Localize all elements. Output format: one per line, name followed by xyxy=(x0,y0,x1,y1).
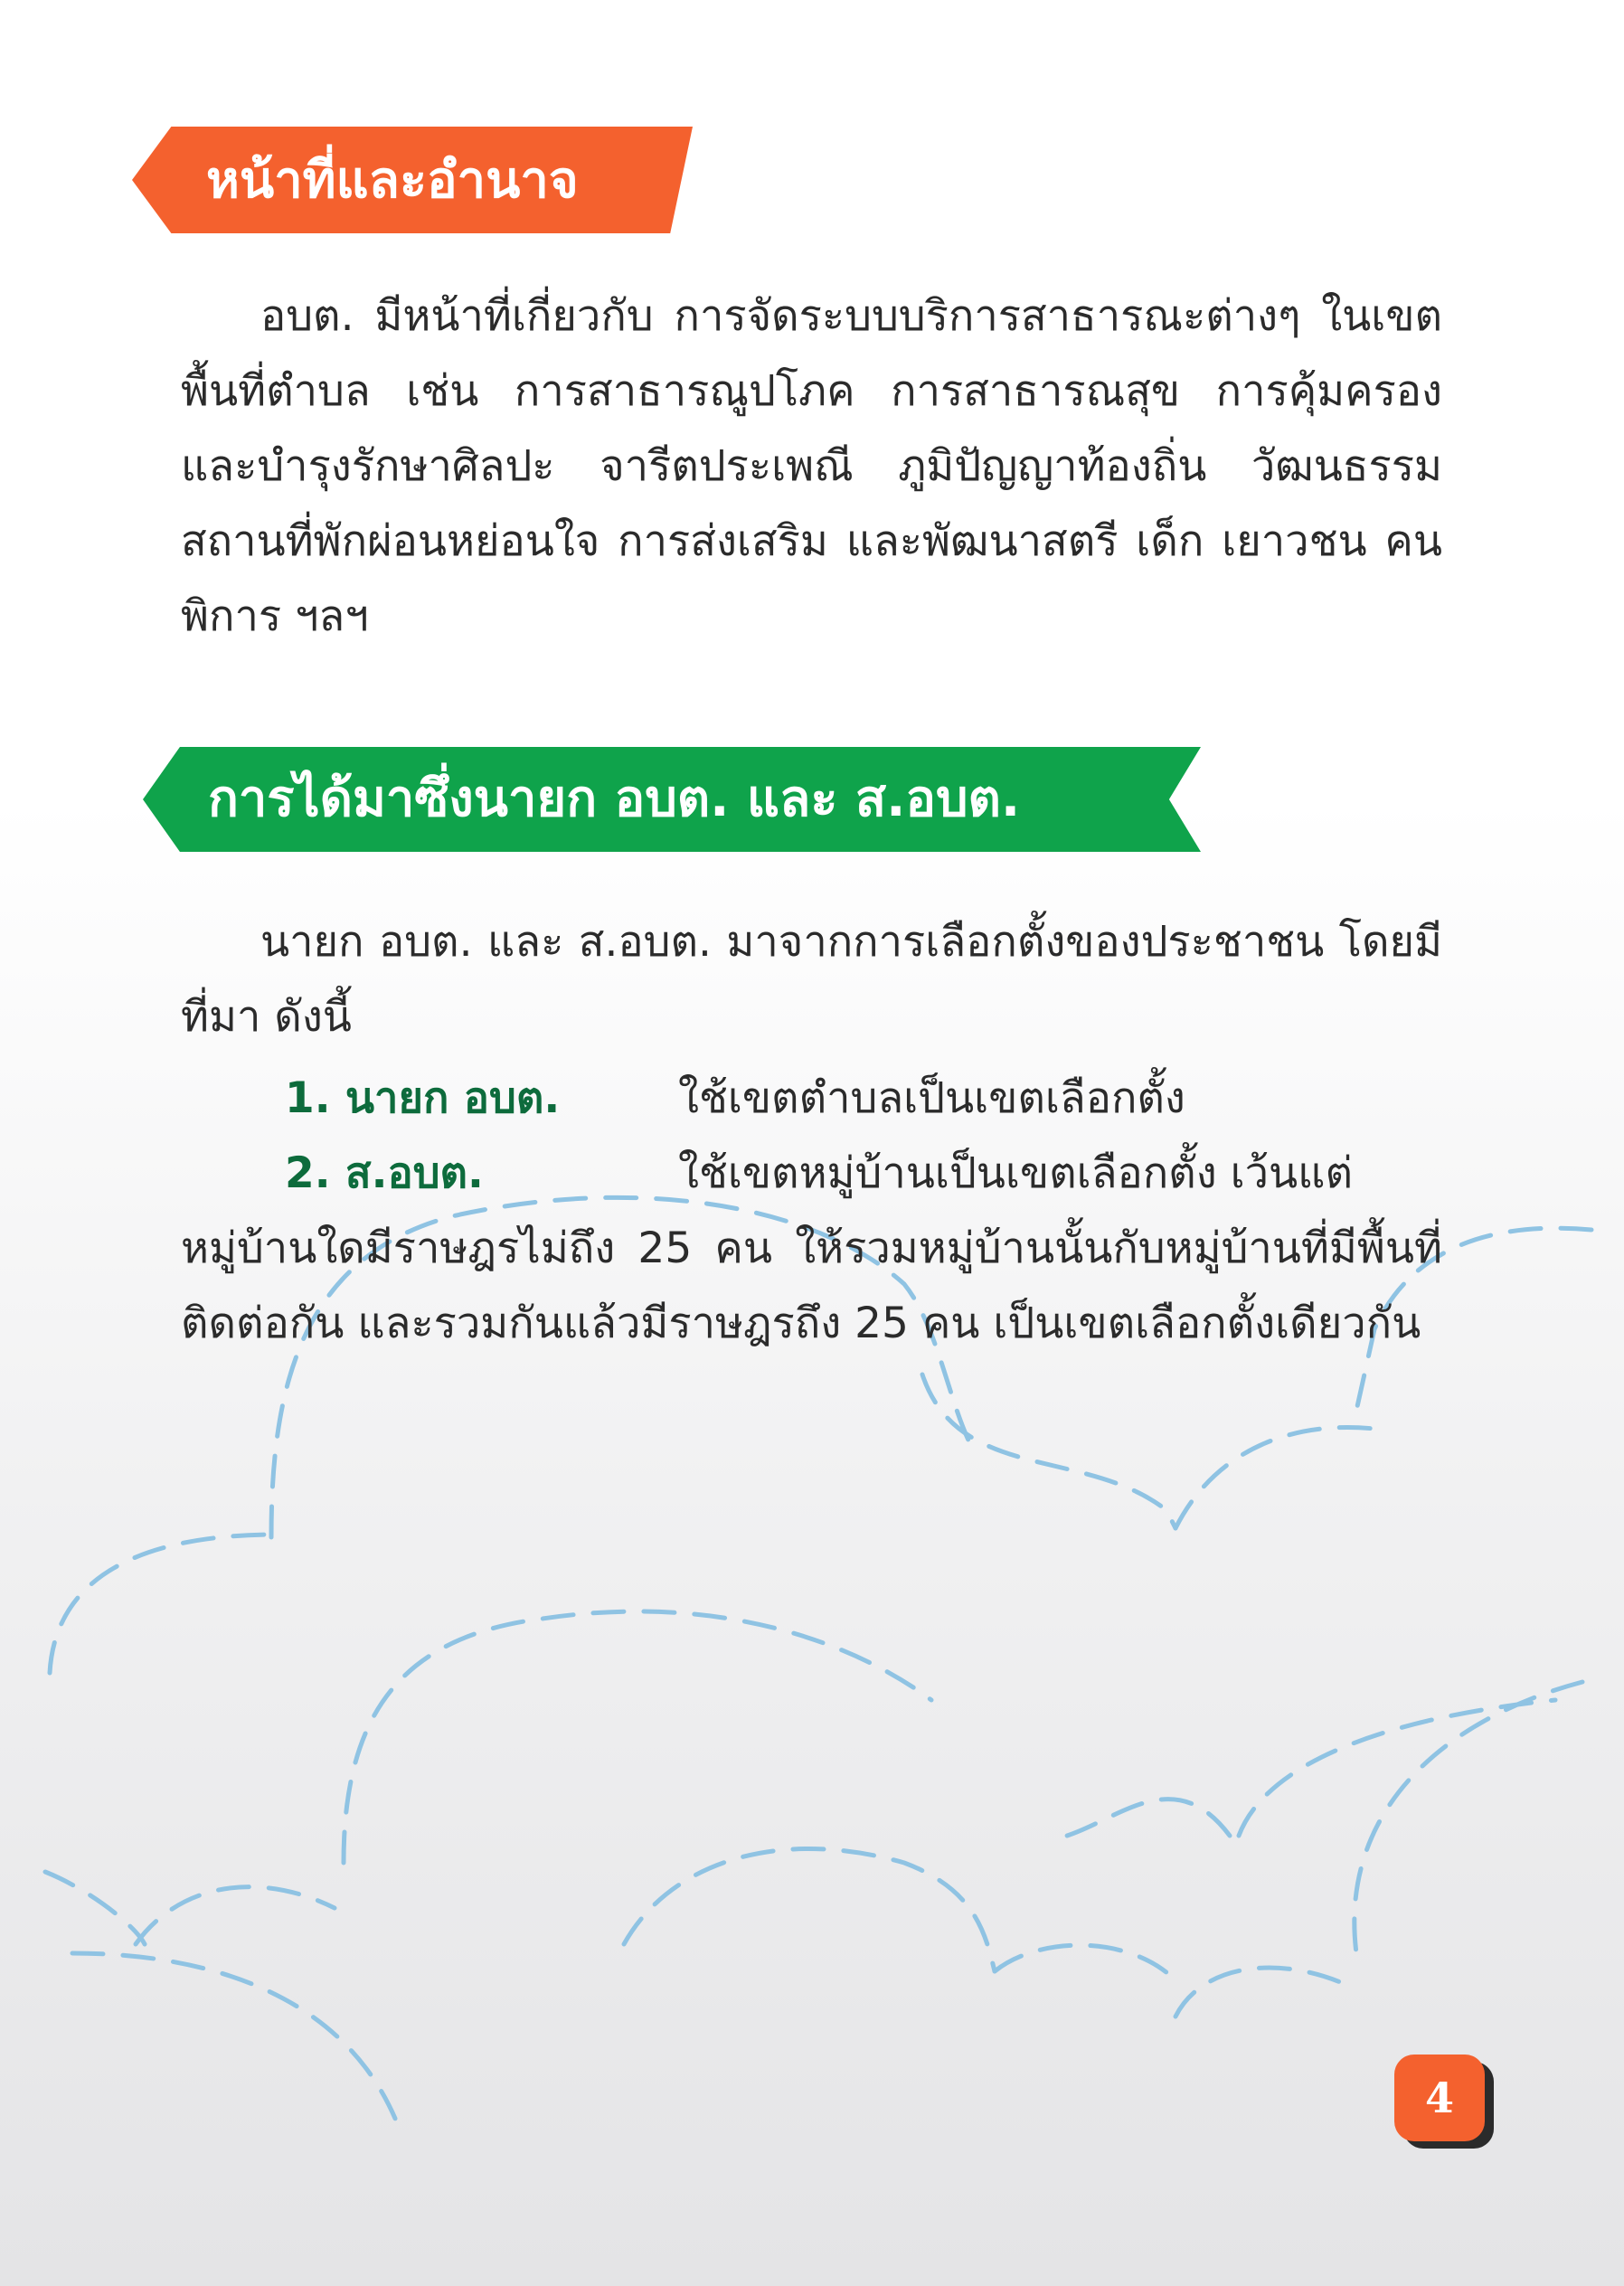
list-item-description: ใช้เขตตำบลเป็นเขตเลือกตั้ง xyxy=(678,1073,1185,1123)
continuation-text: หมู่บ้านใดมีราษฎรไม่ถึง 25 คน ให้รวมหมู่บ้านนั้นกับหมู่บ้านที่มีพื้นที่ติดต่อกัน และรวมกันแล้วมีราษฎรถึง 25 คน เป็นเขตเลือกตั้งเดียวกัน xyxy=(181,1223,1442,1348)
page-number-badge xyxy=(1403,2062,1494,2149)
list-item-label: 1. นายก อบต. xyxy=(285,1073,561,1123)
list-item-description: ใช้เขตหมู่บ้านเป็นเขตเลือกตั้ง เว้นแต่ xyxy=(678,1148,1353,1198)
list-item-label: 2. ส.อบต. xyxy=(285,1148,484,1198)
page-number: 4 xyxy=(1394,2055,1485,2141)
council-member-continuation xyxy=(181,1211,1442,1361)
section-heading-text: การได้มาซึ่งนายก อบต. และ ส.อบต. xyxy=(208,770,1021,828)
section-heading-duties xyxy=(132,127,693,233)
acquisition-intro-paragraph xyxy=(181,904,1442,1054)
duties-paragraph-text: อบต. มีหน้าที่เกี่ยวกับ การจัดระบบบริการสาธารณะต่างๆ ในเขตพื้นที่ตำบล เช่น การสาธารณูปโภค การสาธารณสุข การคุ้มครอง และบำรุงรักษาศิลปะ จารีตประเพณี ภูมิปัญญาท้องถิ่น วัฒนธรรม สถานที่พักผ่อนหย่อนใจ การส่งเสริม และพัฒนาสตรี เด็ก เยาวชน คนพิการ ฯลฯ xyxy=(181,291,1442,641)
acquisition-intro-text: นายก อบต. และ ส.อบต. มาจากการเลือกตั้งของประชาชน โดยมีที่มา ดังนี้ xyxy=(181,917,1442,1042)
section-heading-acquisition xyxy=(143,747,1201,852)
duties-paragraph xyxy=(181,279,1442,654)
section-heading-text: หน้าที่และอำนาจ xyxy=(206,151,579,210)
